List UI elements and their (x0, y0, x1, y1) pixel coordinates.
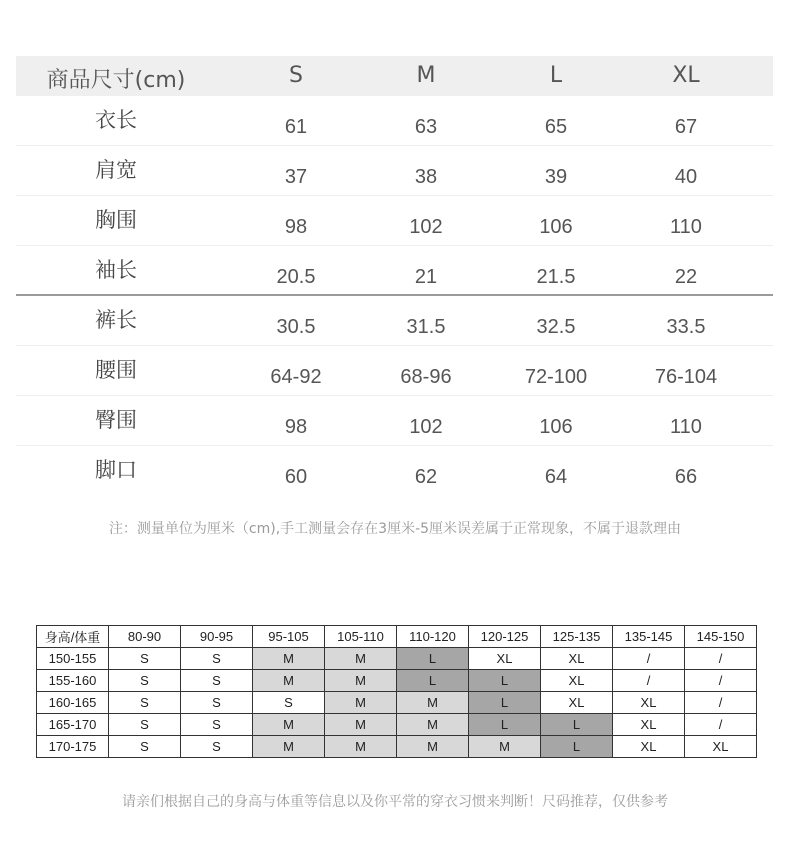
table-cell: L (541, 736, 613, 758)
table-row (16, 196, 773, 246)
row-label: 脚口 (95, 458, 137, 482)
table-cell: 106 (539, 416, 573, 438)
table-cell: 65 (544, 116, 568, 138)
table-cell: S (181, 736, 253, 758)
table-cell: S (181, 714, 253, 736)
row-label: 160-165 (37, 692, 109, 714)
table-row (16, 396, 773, 446)
table-row (16, 296, 773, 346)
table-cell: S (181, 648, 253, 670)
table-cell: 67 (674, 116, 698, 138)
table-cell: 40 (674, 166, 698, 188)
table-cell: S (181, 670, 253, 692)
table-cell: XL (613, 714, 685, 736)
table-cell: S (109, 714, 181, 736)
table-cell: M (325, 714, 397, 736)
table-cell: 30.5 (276, 316, 316, 338)
table-cell: 37 (284, 166, 308, 188)
row-label: 170-175 (37, 736, 109, 758)
size-chart-header (16, 56, 773, 96)
table-cell: 21.5 (536, 266, 576, 288)
table-cell: XL (469, 648, 541, 670)
table-cell: M (469, 736, 541, 758)
table-row (37, 714, 757, 736)
table-cell: 20.5 (276, 266, 316, 288)
table-header-row (37, 626, 757, 648)
table-cell: 98 (284, 416, 308, 438)
table-cell: 62 (414, 466, 438, 488)
size-chart-table (16, 56, 773, 496)
table-cell: / (685, 714, 757, 736)
table-cell: 110 (670, 416, 702, 438)
row-label: 肩宽 (95, 158, 137, 182)
table-cell: M (325, 736, 397, 758)
header-cell: 135-145 (613, 626, 685, 648)
header-cell: 商品尺寸(cm) (46, 68, 186, 93)
table-cell: L (469, 714, 541, 736)
table-cell: M (397, 714, 469, 736)
table-cell: / (613, 648, 685, 670)
table-cell: XL (613, 692, 685, 714)
table-cell: 66 (674, 466, 698, 488)
table-cell: S (109, 736, 181, 758)
table-cell: 102 (409, 216, 443, 238)
table-cell: 22 (674, 266, 698, 288)
table-cell: M (397, 692, 469, 714)
row-label: 衣长 (95, 108, 137, 132)
row-label: 165-170 (37, 714, 109, 736)
table-cell: M (325, 692, 397, 714)
table-cell: 61 (284, 116, 308, 138)
table-cell: / (685, 692, 757, 714)
table-cell: / (613, 670, 685, 692)
table-cell: 64 (544, 466, 568, 488)
table-cell: 21 (414, 266, 438, 288)
table-cell: 68-96 (400, 366, 452, 388)
table-cell: S (253, 692, 325, 714)
table-cell: XL (613, 736, 685, 758)
table-row (16, 346, 773, 396)
header-cell: M (416, 63, 436, 88)
table-cell: 72-100 (524, 366, 588, 388)
table-cell: XL (685, 736, 757, 758)
table-cell: M (325, 670, 397, 692)
measurement-note: 注：测量单位为厘米（cm),手工测量会存在3厘米-5厘米误差属于正常现象，不属于退款理由 (108, 521, 682, 537)
table-cell: 63 (414, 116, 438, 138)
header-cell: L (549, 63, 563, 88)
table-cell: M (253, 714, 325, 736)
table-cell: / (685, 670, 757, 692)
table-cell: M (325, 648, 397, 670)
table-row (37, 736, 757, 758)
table-cell: S (109, 648, 181, 670)
table-cell: L (397, 648, 469, 670)
table-cell: 32.5 (536, 316, 576, 338)
row-label: 胸围 (95, 208, 137, 232)
table-cell: 38 (414, 166, 438, 188)
table-cell: L (397, 670, 469, 692)
table-cell: / (685, 648, 757, 670)
table-cell: 33.5 (666, 316, 706, 338)
header-cell: 95-105 (253, 626, 325, 648)
table-cell: 64-92 (270, 366, 322, 388)
header-cell: 身高/体重 (37, 626, 109, 648)
table-row (16, 146, 773, 196)
header-cell: S (289, 63, 303, 88)
header-cell: 145-150 (685, 626, 757, 648)
table-cell: M (253, 670, 325, 692)
table-cell: 31.5 (406, 316, 446, 338)
table-row (16, 96, 773, 146)
table-cell: XL (541, 670, 613, 692)
size-recommend-table (36, 625, 757, 758)
header-cell: 105-110 (325, 626, 397, 648)
table-row (16, 246, 773, 296)
header-cell: 80-90 (109, 626, 181, 648)
table-cell: L (469, 670, 541, 692)
header-cell: 90-95 (181, 626, 253, 648)
table-row (37, 648, 757, 670)
table-cell: XL (541, 648, 613, 670)
row-label: 150-155 (37, 648, 109, 670)
table-cell: M (253, 736, 325, 758)
table-cell: M (397, 736, 469, 758)
table-cell: 110 (670, 216, 702, 238)
table-row (16, 446, 773, 496)
header-cell: 110-120 (397, 626, 469, 648)
table-cell: L (469, 692, 541, 714)
table-row (37, 692, 757, 714)
header-cell: 125-135 (541, 626, 613, 648)
table-cell: 60 (284, 466, 308, 488)
table-cell: S (109, 670, 181, 692)
row-label: 袖长 (95, 258, 137, 282)
header-cell: 120-125 (469, 626, 541, 648)
table-cell: S (181, 692, 253, 714)
table-cell: S (109, 692, 181, 714)
table-cell: XL (541, 692, 613, 714)
header-cell: XL (672, 63, 700, 88)
table-cell: 76-104 (654, 366, 718, 388)
row-label: 155-160 (37, 670, 109, 692)
table-cell: 39 (544, 166, 568, 188)
table-row (37, 670, 757, 692)
row-label: 裤长 (95, 308, 137, 332)
row-label: 臀围 (95, 408, 137, 432)
row-label: 腰围 (95, 358, 137, 382)
recommend-note: 请亲们根据自己的身高与体重等信息以及你平常的穿衣习惯来判断！尺码推荐，仅供参考 (122, 794, 668, 810)
table-cell: 102 (409, 416, 443, 438)
table-cell: 106 (539, 216, 573, 238)
table-cell: M (253, 648, 325, 670)
table-cell: 98 (284, 216, 308, 238)
table-cell: L (541, 714, 613, 736)
